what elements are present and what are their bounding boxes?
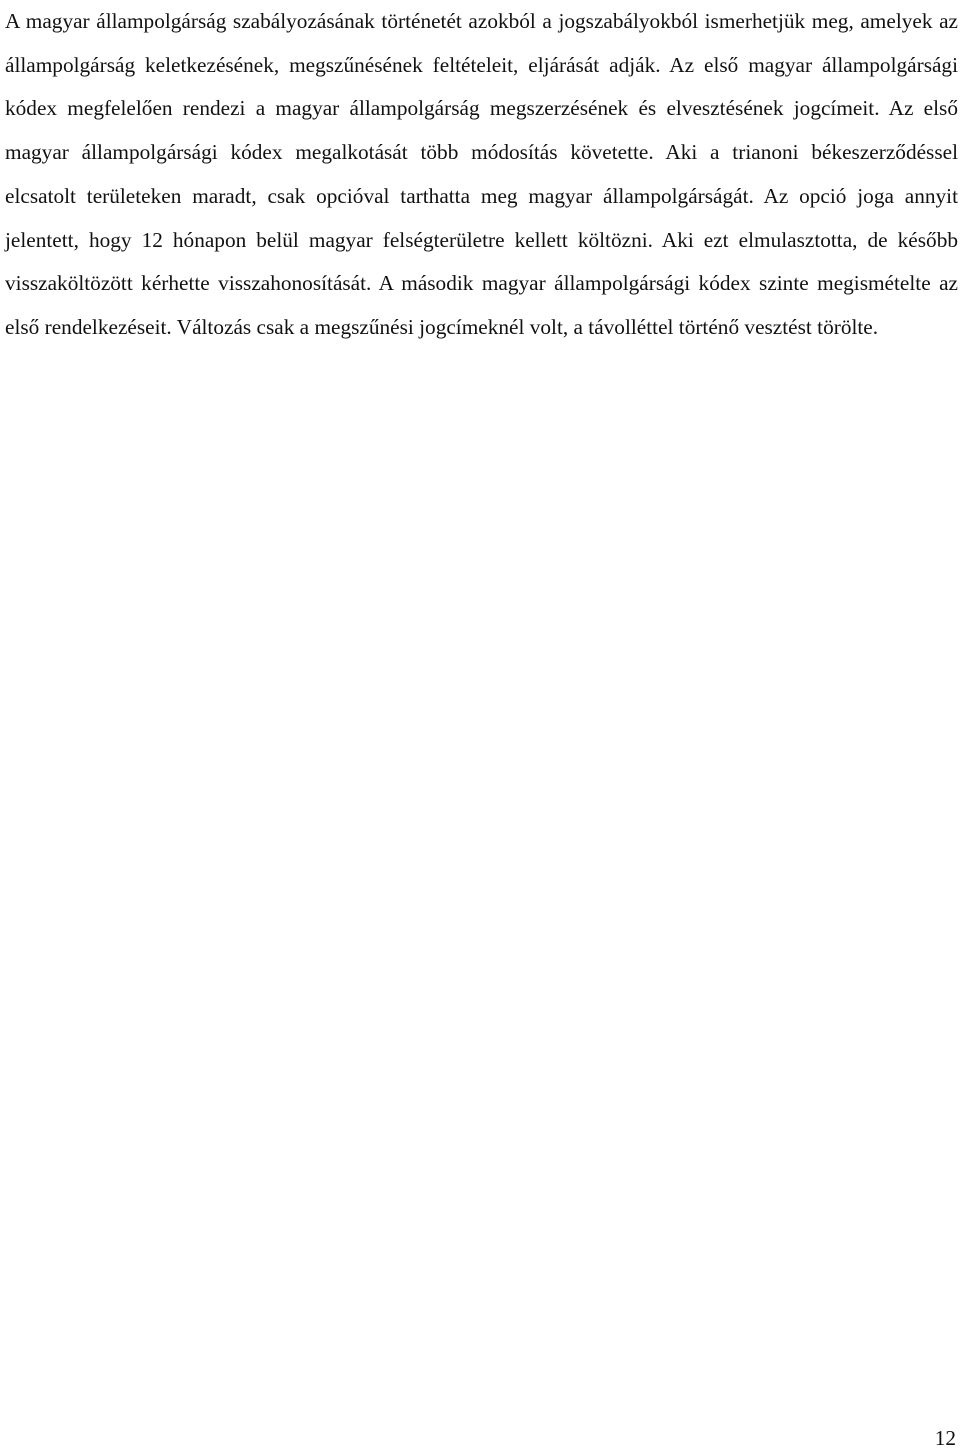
page-number: 12 — [934, 1426, 956, 1450]
body-paragraph: A magyar állampolgárság szabályozásának történetét azokból a jogszabályokból ismerhetjük meg, amelyek az állampolgárság keletkezésének, megszűnésének feltételeit, eljárását adják. Az első magyar állampolgársági kódex megfelelően rendezi a magyar állampolgárság megszerzésének és elvesztésének jogcímeit. Az első magyar állampolgársági kódex megalkotását több módosítás követette. Aki a trianoni békeszerződéssel elcsatolt területeken maradt, csak opcióval tarthatta meg magyar állampolgárságát. Az opció joga annyit jelentett, hogy 12 hónapon belül magyar felségterületre kellett költözni. Aki ezt elmulasztotta, de később visszaköltözött kérhette visszahonosítását. A második magyar állampolgársági kódex szinte megismételte az első rendelkezéseit. Változás csak a megszűnési jogcímeknél volt, a távolléttel történő vesztést törölte. — [5, 9, 958, 339]
